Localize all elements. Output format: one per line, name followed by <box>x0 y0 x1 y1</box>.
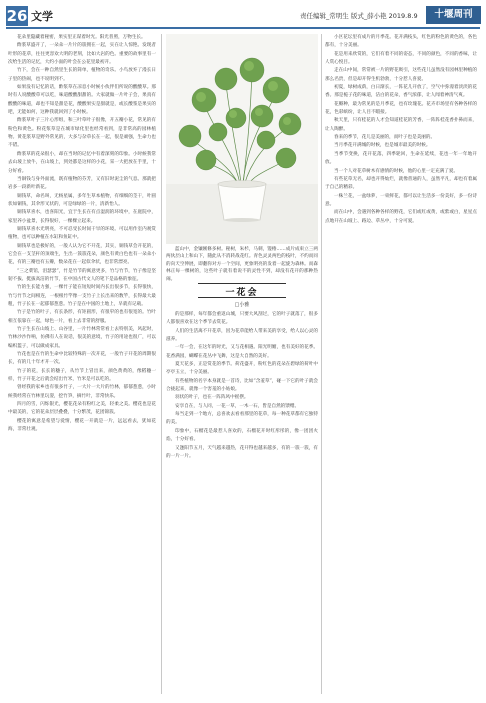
paragraph: 竹下，会在一种自然里生长的简单，植物的奇乐。小鸟放弃了漫长日子里的热闹，也不说明到不。 <box>8 68 156 82</box>
paragraph: 夏天花多，正是赏花的季节。荷花盛开，粉红色的花朵在碧绿的荷叶中亭亭玉立，十分美丽。 <box>166 362 318 376</box>
paragraph: 竹花也是在竹的生命中比较特殊的一次开花，一般竹子开花的周期很长，有的几十年才开一次。 <box>8 352 156 366</box>
caption-text: 蓝山中，金镶刚修多树。秘树，朱杉，马刺，馒椿……成片成束立三两两伙层山上和山下，随此从不消转战花红。青色灵灵两色的枝叶，不约而同的向天空伸展，即翻你对方一个空间，更象明亮的发着一起旋为森林。而森林正每一棵树的，这些叶子就有着说不的灵性不到，却没有花开的那种热闹。 <box>166 247 318 282</box>
paragraph: 有些植物的名字本身就是一首诗，比如“含羞草”，碰一下它的叶子就会合拢起来，就像一个害羞的小姑娘。 <box>166 378 318 393</box>
paragraph: 每当走到一个地方，总喜欢去看看那里的花草，每一种花草都有它独特的美。 <box>166 412 318 426</box>
paragraph: 当季节变换，花开花落，四季轮回，生命在延续，花也一年一年地开放。 <box>325 151 477 166</box>
paragraph: 一株兰花，一盆绿萝，一束鲜花，都可以让生活多一份美好，多一份诗意。 <box>325 193 477 207</box>
header-rule <box>6 27 480 29</box>
paragraph: 春来的季节，花儿是美丽的，而叶子也是美丽的。 <box>334 135 436 141</box>
article-title: 一花会 <box>225 288 259 298</box>
paragraph: 有些花草无名，却也开得灿烂，就像普通的人，虽然平凡，却也有着属于自己的精彩。 <box>325 176 477 191</box>
paragraph: 竹子的花，长长的穗子，从竹节上冒出来，颜色黄黄的，像稻穗一样，竹子开花之后就会结出竹米，竹米是可以吃的。 <box>8 368 156 383</box>
paragraph: 酢浆草的花朵很小，却在当时的记忆中有着深刻的印象。小时候我常去山坡上放牛，在山坡上，到处都是这样的小花，采一大把放在手里，十分好看。 <box>8 151 156 174</box>
paragraph: 竹的生长能力强，一棵竹子能在短短时间内长出很多节，长得很快，竹与竹节之间相连，一根根竹竿像一支竹子上长出来的数竿，长得最大最粗，竹子长在一起郁郁葱葱。竹子是在中国的土地上，早就有记载。 <box>8 285 156 307</box>
article-column-left <box>8 34 156 694</box>
title-rule <box>198 283 286 284</box>
paragraph: 酢浆草盛开了，一朵朵一片片的簇拥在一起，实在让人惊艳。发现者叶形的花草，往往更容欢大明的老刻，比如大岩的色。重要的故事里有一次给生活的记忆，大约小面的叶会在公花里最初开。 <box>8 43 156 66</box>
paragraph: 如果没有记忆的话，酢浆草在凉息小时候小伙伴们所说的酸酸草。那时有人说酸酸草可以吃，味道酸酸甜甜的。大家就做一片叶子会，果真有酸酸的味道，却也不知是甜是花，酸酸果实是甜就是，或长酸浆是果实的吧，无能如何，这种我就回到了小时候。 <box>8 85 156 116</box>
paragraph: 花是用来欣赏的，它们有着不同的姿态，不同的颜色，不同的香味，让人赏心悦目。 <box>325 51 477 66</box>
paragraph: 安享自在，与人同，一花一草，一木一石，皆是自然的馈赠。 <box>175 403 300 409</box>
paragraph: 当月季花开满城的时候，也是城市最美的时候。 <box>334 143 431 149</box>
paragraph: 一年一会，在这年的时光，又与花相遇。阳光明媚，也有美好的花季。花香满园，蝴蝶在花丛中飞舞，这是大自然的美好。 <box>166 345 318 359</box>
potted-plant-photo <box>166 34 318 244</box>
paragraph: 花朵里隐藏着秘密，果实里正谋着时光。阳光普照，万物生长。 <box>17 35 146 40</box>
article-column-middle <box>166 311 318 694</box>
column-divider <box>161 34 162 694</box>
page-header <box>0 0 486 30</box>
column-divider <box>321 34 322 694</box>
paragraph: 小区花坛里有成片的月季花。花开满枝头，红色的粉色的黄色的，各色都有，十分美丽。 <box>325 35 477 49</box>
paragraph: 羽状的叶子，也在一阵阵风中摇摆。 <box>175 395 249 401</box>
paragraph: 初夏，绿树成荫，白日渐长，一阵花儿开放了，空气中弥漫着淡淡的花香。那是栀子花的味道，洁白的花朵，香气浓郁，让人闻着神清气爽。 <box>325 85 477 99</box>
paragraph: 人们的生活离不开花草，因为花草能给人带来美的享受，给人以心灵的滋养。 <box>166 328 318 343</box>
paragraph: 秋天里，只有桂花的人才会知道桂花的芳香，一阵阵桂花香扑鼻而来，让人陶醉。 <box>325 118 477 132</box>
paragraph: “三之菜馆，泪瑟瑟”，竹是竹节的寓意更多，竹与竹节，竹子像是坚韧不拔、挺拔高洁的竹节，在中国古代文人的笔下是品格的象征。 <box>8 268 156 282</box>
paragraph: 当一个人对花草树木有感情的时候，他的心里一定充满了爱。 <box>334 168 459 174</box>
article-author: □小雅 <box>234 302 250 308</box>
paragraph: 而在山中，会遇到各种各样的野花，它们或红或黄，或紫或白，星星点点地开在山坡上、路边、草丛中，十分可爱。 <box>325 210 477 224</box>
editor-meta: 责任编辑_常明生 版式_薛小艳 2019.8.9 <box>300 12 418 20</box>
paragraph: 铜钱草，命名叫，无杨星属，多年生草本植物，有细细的茎干，叶圆状如铜钱，其伞形叉状的，可是绿绿的一片，清新怡人。 <box>8 193 156 207</box>
paragraph: 曾经我的家乡也有很多竹子，一大片一大片的竹林，郁郁葱葱，小时候我经常在竹林里玩耍，挖竹笋，摘竹叶，非常快乐。 <box>8 385 156 399</box>
photo-caption <box>166 246 318 280</box>
article-column-right <box>325 34 477 694</box>
paragraph: 印象中，石榴花是最惹人喜欢的，石榴花开时红彤彤的，像一团团火焰，十分好看。 <box>166 428 318 443</box>
paragraph: 铜钱草也是极好的，一般人认为它不开花，其实，铜钱草会开花的，它会在一支茎秆的顶端生，生出一簇簇花朵，颜色有黄白色也有一朵朵小花，有的三瓣也有五瓣，数朵花在一起似伞状，也非常漂亮。 <box>8 243 156 266</box>
paragraph: 当铜钱与身外面流，既有植物的芬芳，又有旧时泥尘的气息。那就把岩多一段新叶新花。 <box>8 176 156 191</box>
paragraph: 花瓣种，最为常见的是月季花，也有玫瑰花。花卉市场里有各种各样的花，色彩缤纷，让人目不暇接。 <box>325 101 477 116</box>
page-number: 26 <box>6 7 28 25</box>
paragraph: 铜钱草喜水光明亮，不可忍受长时间干旱的环境。可以用作室内观赏植物，也可以种植在水缸和鱼缸中。 <box>8 226 156 241</box>
paragraph: 四月的雪，闪烁银光，樱花花朵有粉红之美，轻柔之美。樱花也是花中最美的，它的花朵层层叠叠，十分繁茂，花团锦簇。 <box>8 402 156 416</box>
section-label: 文学 <box>31 10 53 23</box>
paragraph: 的是那样，每年都会重返山城，只要大风刮过，它的叶子就落了，很多人都很喜欢在这个季节去赏花。 <box>166 312 318 326</box>
pennywort-plant-illustration <box>166 34 318 244</box>
paragraph: 樱花的寓意是希望与爱情，樱花一开就是一片，远远看去，犹如花海，非常壮观。 <box>8 418 156 433</box>
paragraph: 竹子是竹的叶子，有长条形，有矩圆形，有很窄的也有很宽的。竹叶相互依靠在一起，绿色一片，看上去非常的舒服。 <box>8 310 156 324</box>
paragraph: 铜钱草喜水，也喜阳光，宜于生长在有点湿润的环境中，在庭院中，家里养小盆景，长得很好，一棵棵立起来。 <box>8 210 156 224</box>
paragraph: 酢浆草叶子三片心形组，和三叶草叶子很像，开五瓣小花，常见的有粉色和黄色。粉花浆草是在城市绿化里也经常看到，是非常高的园林植物。黄花浆草是野外常见的，大多与杂草长在一起，很是顽强，生命力也不错。 <box>8 118 156 149</box>
paragraph: 走在山中间，常常被一片的野花吸引，这些花儿虽然没有园林里种植的那么名贵，但是却开得生机勃勃，十分惹人喜爱。 <box>325 68 477 82</box>
paragraph: 又逢阳节五月，天气越来越热，花开得也越来越多，有的一簇一簇，有的一片一片。 <box>166 445 318 459</box>
title-rule <box>198 297 286 298</box>
article-title-block <box>166 282 318 300</box>
masthead-logo: 十堰周刊 <box>426 6 481 24</box>
paragraph: 竹子生长在山坡上、山谷里，一片竹林常常看上去特别美，风起时，竹林沙沙作响，仿佛有人在说话，很美的意境，竹子的用途也很广，可以编织篮子，可以做成家具。 <box>8 327 156 349</box>
